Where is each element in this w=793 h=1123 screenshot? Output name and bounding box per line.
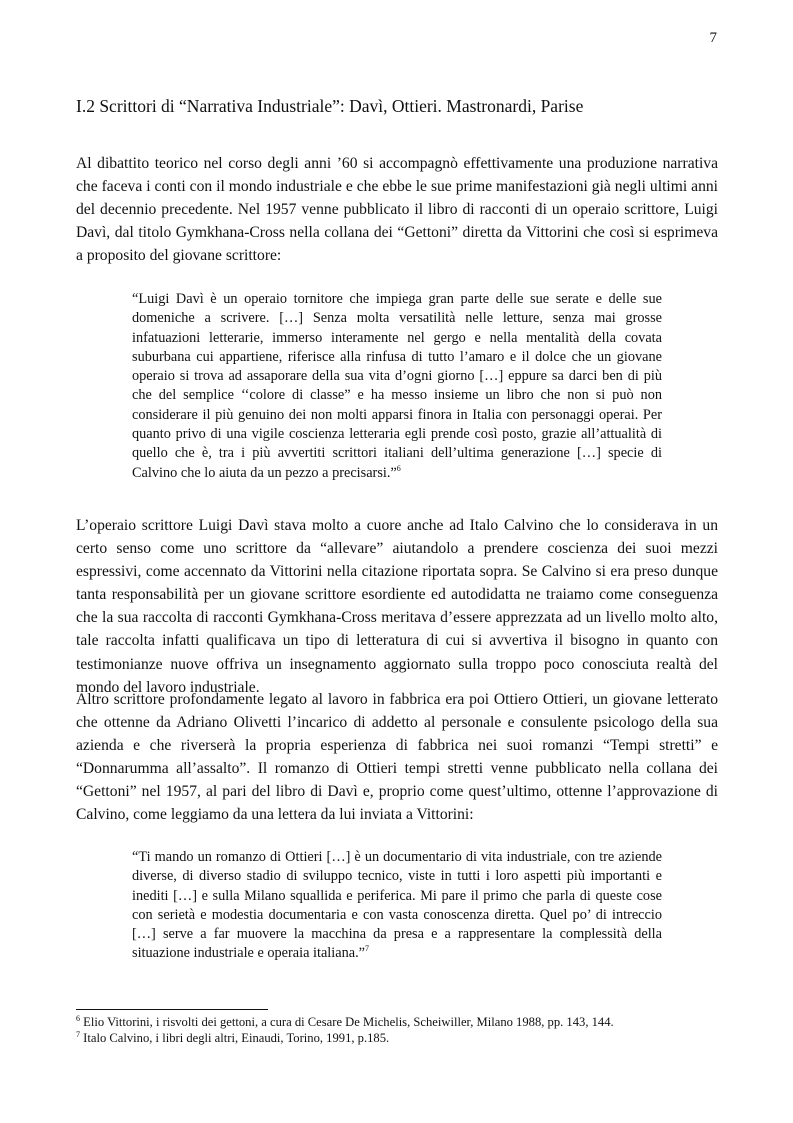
page-number: 7 [709, 30, 717, 46]
footnote [76, 1014, 721, 1030]
footnote [76, 1030, 721, 1046]
footnote-reference[interactable]: 7 [365, 944, 370, 954]
body-paragraph-2: L’operaio scrittore Luigi Davì stava molto a cuore anche ad Italo Calvino che lo considerava in un certo senso come uno scrittore da “allevare” aiutandolo a prendere coscienza dei suoi mezzi espressivi, come accennato da Vittorini nella citazione riportata sopra. Se Calvino si era preso dunque tanta responsabilità per un giovane scrittore esordiente ed autodidatta ne traiamo come conseguenza che la sua raccolta di racconti Gymkhana-Cross meritava d’essere apprezzata ad un livello molto alto, tale raccolta infatti qualificava un tipo di letteratura di cui si avvertiva il bisogno in quanto con testimonianze nuove offriva un insegnamento aggiornato sulla troppo poco conosciuta realtà del mondo del lavoro industriale. [76, 517, 718, 696]
body-paragraph-1: Al dibattito teorico nel corso degli anni ’60 si accompagnò effettivamente una produzione narrativa che faceva i conti con il mondo industriale e che ebbe le sue prime manifestazioni già negli ultimi anni del decennio precedente. Nel 1957 venne pubblicato il libro di racconti di un operaio scrittore, Luigi Davì, dal titolo Gymkhana-Cross nella collana dei “Gettoni” diretta da Vittorini che così si esprimeva a proposito del giovane scrittore: [76, 155, 718, 265]
footnote-text: Italo Calvino, i libri degli altri, Einaudi, Torino, 1991, p.185. [83, 1031, 390, 1045]
footnote-text: Elio Vittorini, i risvolti dei gettoni, a cura di Cesare De Michelis, Scheiwiller, Milano 1988, pp. 143, 144. [83, 1015, 614, 1029]
block-quote-davi [132, 290, 662, 483]
body-paragraph-3: Altro scrittore profondamente legato al lavoro in fabbrica era poi Ottiero Ottieri, un giovane letterato che ottenne da Adriano Olivetti l’incarico di addetto al personale e consulente psicologo della sua azienda e che riverserà la propria esperienza di fabbrica nei suoi romanzi “Tempi stretti” e “Donnarumma all’assalto”. Il romanzo di Ottieri tempi stretti venne pubblicato nella collana dei “Gettoni” nel 1957, al pari del libro di Davì e, proprio come quest’ultimo, ottenne l’approvazione di Calvino, come leggiamo da una lettera da lui inviata a Vittorini: [76, 691, 718, 824]
footnote-divider [76, 1009, 268, 1010]
footnote-number: 7 [76, 1029, 80, 1039]
quote-text: “Ti mando un romanzo di Ottieri […] è un documentario di vita industriale, con tre aziende diverse, di diverso stadio di sviluppo tecnico, viste in tutti i loro aspetti più importanti e inediti […] e sulla Milano squallida e periferica. Mi pare il primo che parla di queste cose con serietà e modestia documentaria e con vasta conoscenza diretta. Quel po’ di intreccio […] serve a far muovere la macchina da presa e a rappresentare la complessità della situazione industriale e operaia italiana.” [132, 849, 662, 962]
block-quote-calvino [132, 848, 662, 964]
quote-text: “Luigi Davì è un operaio tornitore che impiega gran parte delle sue serate e delle sue domeniche a scrivere. […] Senza molta versatilità nelle letture, senza mai grosse infatuazioni letterarie, immerso interamente nel gergo e nella mentalità della covata suburbana cui appartiene, riferisce alla rinfusa di tutto l’amaro e il dolce che un giovane operaio si trova ad assaporare della sua vita d’ogni giorno […] eppure sa darci ben di più che del semplice ‘‘colore di classe” e ha messo insieme un libro che non si può non considerare il più genuino dei non molti apparsi finora in Italia con personaggi operai. Per quanto privo di una vigile coscienza letteraria egli prende così posto, grazie all’attualità di quello che è, tra i più avvertiti scrittori italiani dell’ultima generazione […] specie di Calvino che lo aiuta da un pezzo a precisarsi.” [132, 291, 662, 481]
footnote-reference[interactable]: 6 [396, 463, 401, 473]
footnote-number: 6 [76, 1013, 80, 1023]
section-heading: I.2 Scrittori di “Narrativa Industriale”: Davì, Ottieri. Mastronardi, Parise [76, 96, 584, 116]
footnotes [76, 1014, 721, 1046]
